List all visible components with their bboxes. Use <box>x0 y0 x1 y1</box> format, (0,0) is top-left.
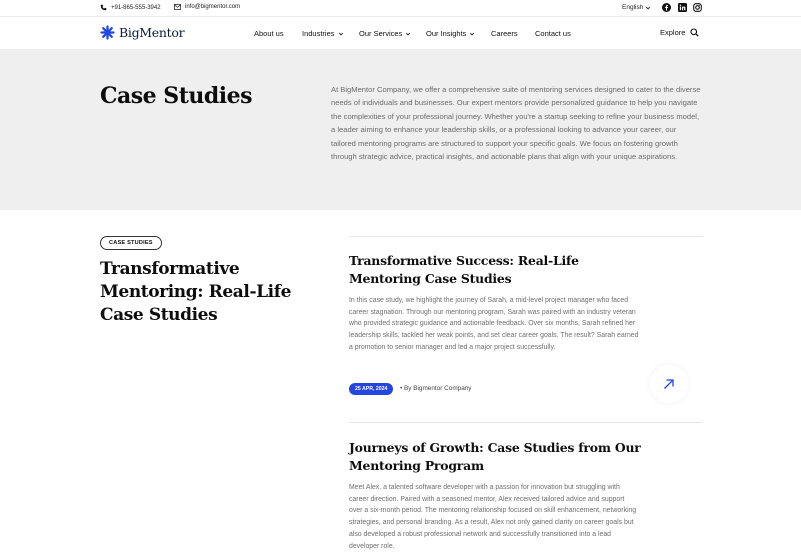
main-navigation <box>0 17 801 49</box>
section-tag: CASE STUDIES <box>100 236 162 250</box>
arrow-up-right-icon <box>662 377 676 391</box>
chevron-down-icon <box>338 31 344 37</box>
nav-label: Industries <box>302 29 335 38</box>
nav-label: Our Services <box>359 29 403 38</box>
date-badge: 25 APR, 2024 <box>349 383 393 395</box>
author-label: By Bigmentor Company <box>404 385 472 392</box>
chevron-down-icon <box>645 5 651 11</box>
search-icon <box>690 28 699 37</box>
divider <box>349 422 703 423</box>
brand-name: BigMentor <box>119 25 185 40</box>
facebook-icon[interactable] <box>662 3 671 12</box>
article-title[interactable]: Journeys of Growth: Case Studies from Our Mentoring Program <box>349 440 641 473</box>
explore-button[interactable] <box>660 28 699 37</box>
email-address: info@bigmentor.com <box>185 4 241 10</box>
phone-contact[interactable] <box>100 4 161 11</box>
article-author: • By Bigmentor Company <box>400 385 472 392</box>
nav-item-industries[interactable] <box>302 29 344 38</box>
divider <box>349 236 703 237</box>
chevron-down-icon <box>405 31 411 37</box>
article-excerpt: Meet Alex, a talented software developer with a passion for innovation but struggling with career direction. Paired with a seasoned mentor, Alex received tailored advice and support over a six-month period. The mentoring relationship focused on skill enhancement, networking strategies, and personal branding. As a result, Alex not only gained clarity on career goals but also developed a robust professional network and successfully transitioned into a lead developer role. <box>349 484 637 550</box>
explore-label: Explore <box>660 28 686 37</box>
nav-label: Our Insights <box>426 29 467 38</box>
nav-item-contact-us[interactable] <box>535 29 571 38</box>
email-contact[interactable] <box>174 4 240 10</box>
nav-item-about-us[interactable] <box>254 29 284 38</box>
section-title: Transformative Mentoring: Real-Life Case Studies <box>100 259 292 325</box>
mail-icon <box>174 4 181 10</box>
nav-item-careers[interactable] <box>491 29 518 38</box>
top-utility-bar <box>0 0 801 17</box>
chevron-down-icon <box>469 31 475 37</box>
nav-label: Careers <box>491 29 518 38</box>
nav-label: About us <box>254 29 284 38</box>
instagram-icon[interactable] <box>693 3 702 12</box>
asterisk-logo-icon <box>100 25 115 40</box>
linkedin-icon[interactable] <box>678 3 687 12</box>
language-label: English <box>622 4 644 11</box>
hero-description: At BigMentor Company, we offer a comprehensive suite of mentoring services designed to cater to the diverse needs of individuals and businesses. Our expert mentors provide personalized guidance to help you navigate the complexities of your professional journey. Whether you're a startup seeking to refine your business model, a leader aiming to enhance your leadership skills, or a professional looking to advance your career, our tailored mentoring programs are structured to support your specific goals. We focus on fostering growth through strategic advice, practical insights, and actionable plans that align with your unique aspirations. <box>331 85 701 162</box>
brand-logo[interactable] <box>100 25 184 40</box>
article-excerpt: In this case study, we highlight the journey of Sarah, a mid-level project manager who faced career stagnation. Through our mentoring program, Sarah was paired with an industry veteran who provided strategic guidance and actionable feedback. Over six months, Sarah refined her leadership skills, tackled her weak points, and set clear career goals. The result? Sarah earned a promotion to senior manager and led a major project successfully. <box>349 297 639 351</box>
language-select[interactable] <box>622 4 651 11</box>
nav-item-our-services[interactable] <box>359 29 411 38</box>
read-more-button[interactable] <box>650 365 688 403</box>
nav-item-our-insights[interactable] <box>426 29 475 38</box>
hero-section <box>0 49 801 210</box>
nav-label: Contact us <box>535 29 571 38</box>
page-title: Case Studies <box>100 83 252 109</box>
phone-number: +91-865-555-3942 <box>111 4 161 11</box>
article-title[interactable]: Transformative Success: Real-Life Mentoring Case Studies <box>349 253 579 286</box>
phone-icon <box>100 4 107 11</box>
